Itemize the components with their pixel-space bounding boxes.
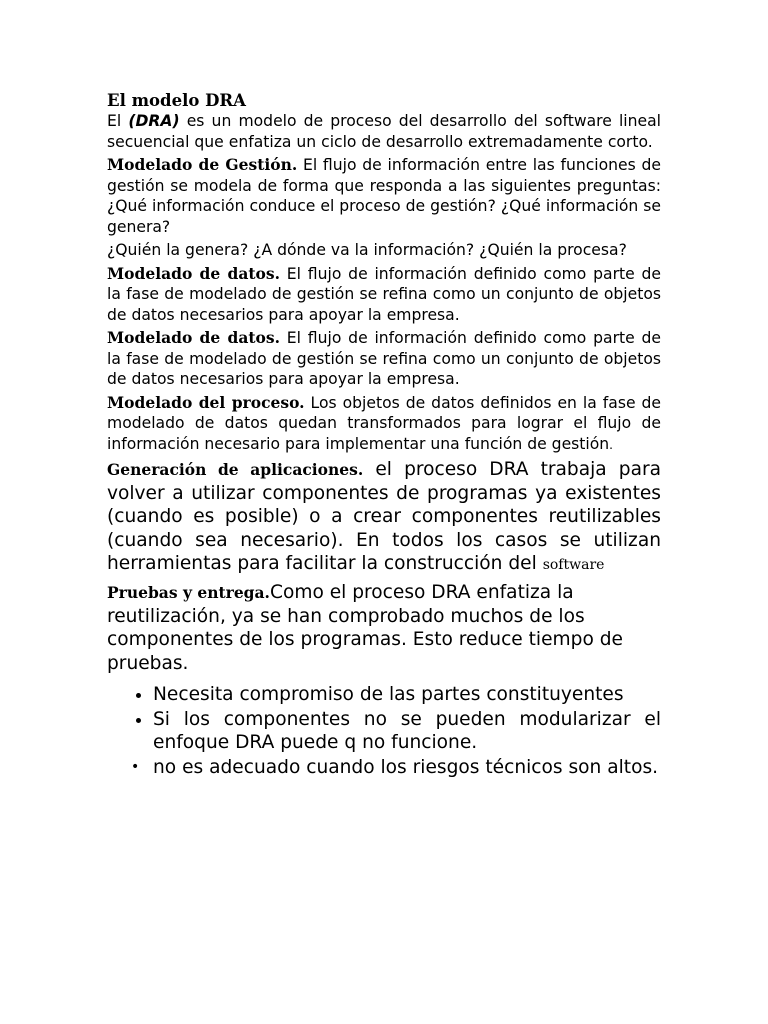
section-heading: Modelado del proceso. xyxy=(107,392,305,412)
doc-title: El modelo DRA xyxy=(107,91,246,110)
section-body: Como el proceso DRA enfatiza la reutilización, ya se han comprobado muchos de los componentes de los programas. Esto reduce tiempo de pruebas. xyxy=(107,581,623,674)
section-body: Los objetos de datos definidos en la fase de modelado de datos quedan transformados para lograr el flujo de información necesario para implementar una función de gestión xyxy=(107,393,662,453)
section-body: El flujo de información entre las funciones de gestión se modela de forma que responda a las siguientes preguntas: ¿Qué información conduce el proceso de gestión? ¿Qué información se genera? xyxy=(107,156,661,236)
intro-paragraph xyxy=(107,111,661,152)
bullet-item: • Necesita compromiso de las partes constituyentes xyxy=(153,683,661,707)
bullet-list xyxy=(107,683,661,779)
section-heading: Generación de aplicaciones. xyxy=(107,460,364,479)
section-generacion-aplicaciones xyxy=(107,458,661,578)
section-end: . xyxy=(609,437,613,452)
section-modelado-proceso xyxy=(107,393,661,456)
section-modelado-datos-1 xyxy=(107,264,661,326)
section-heading: Pruebas y entrega. xyxy=(107,582,270,602)
section-heading: Modelado de datos. xyxy=(107,328,280,347)
section-body: El flujo de información definido como parte de la fase de modelado de gestión se refina como un conjunto de objetos de datos necesarios para apoyar la empresa. xyxy=(107,329,662,388)
section-body: ¿Quién la genera? ¿A dónde va la información? ¿Quién la procesa? xyxy=(107,241,627,259)
section-body: El flujo de información definido como parte de la fase de modelado de gestión se refina como un conjunto de objetos de datos necesarios para apoyar la empresa. xyxy=(107,264,662,324)
section-end: software xyxy=(542,557,605,574)
section-pruebas-entrega xyxy=(107,581,661,675)
section-questions xyxy=(107,240,661,261)
section-body: el proceso DRA trabaja para volver a utilizar componentes de programas ya existentes (cuando es posible) o a crear componentes reutilizables (cuando sea necesario). En todos los casos se utilizan herramientas para facilitar la construcción del xyxy=(107,459,661,575)
intro-post: es un modelo de proceso del desarrollo del software lineal secuencial que enfatiza un ciclo de desarrollo extremadamente corto. xyxy=(107,112,661,151)
section-modelado-datos-2 xyxy=(107,328,661,390)
section-heading: Modelado de datos. xyxy=(107,263,280,283)
section-heading: Modelado de Gestión. xyxy=(107,155,298,174)
intro-abbr: (DRA) xyxy=(128,112,180,130)
bullet-item: • Si los componentes no se pueden modularizar el enfoque DRA puede q no funcione. xyxy=(153,708,661,755)
bullet-item: • no es adecuado cuando los riesgos técnicos son altos. xyxy=(153,756,661,780)
section-modelado-gestion xyxy=(107,155,661,237)
intro-pre: El xyxy=(107,112,129,130)
